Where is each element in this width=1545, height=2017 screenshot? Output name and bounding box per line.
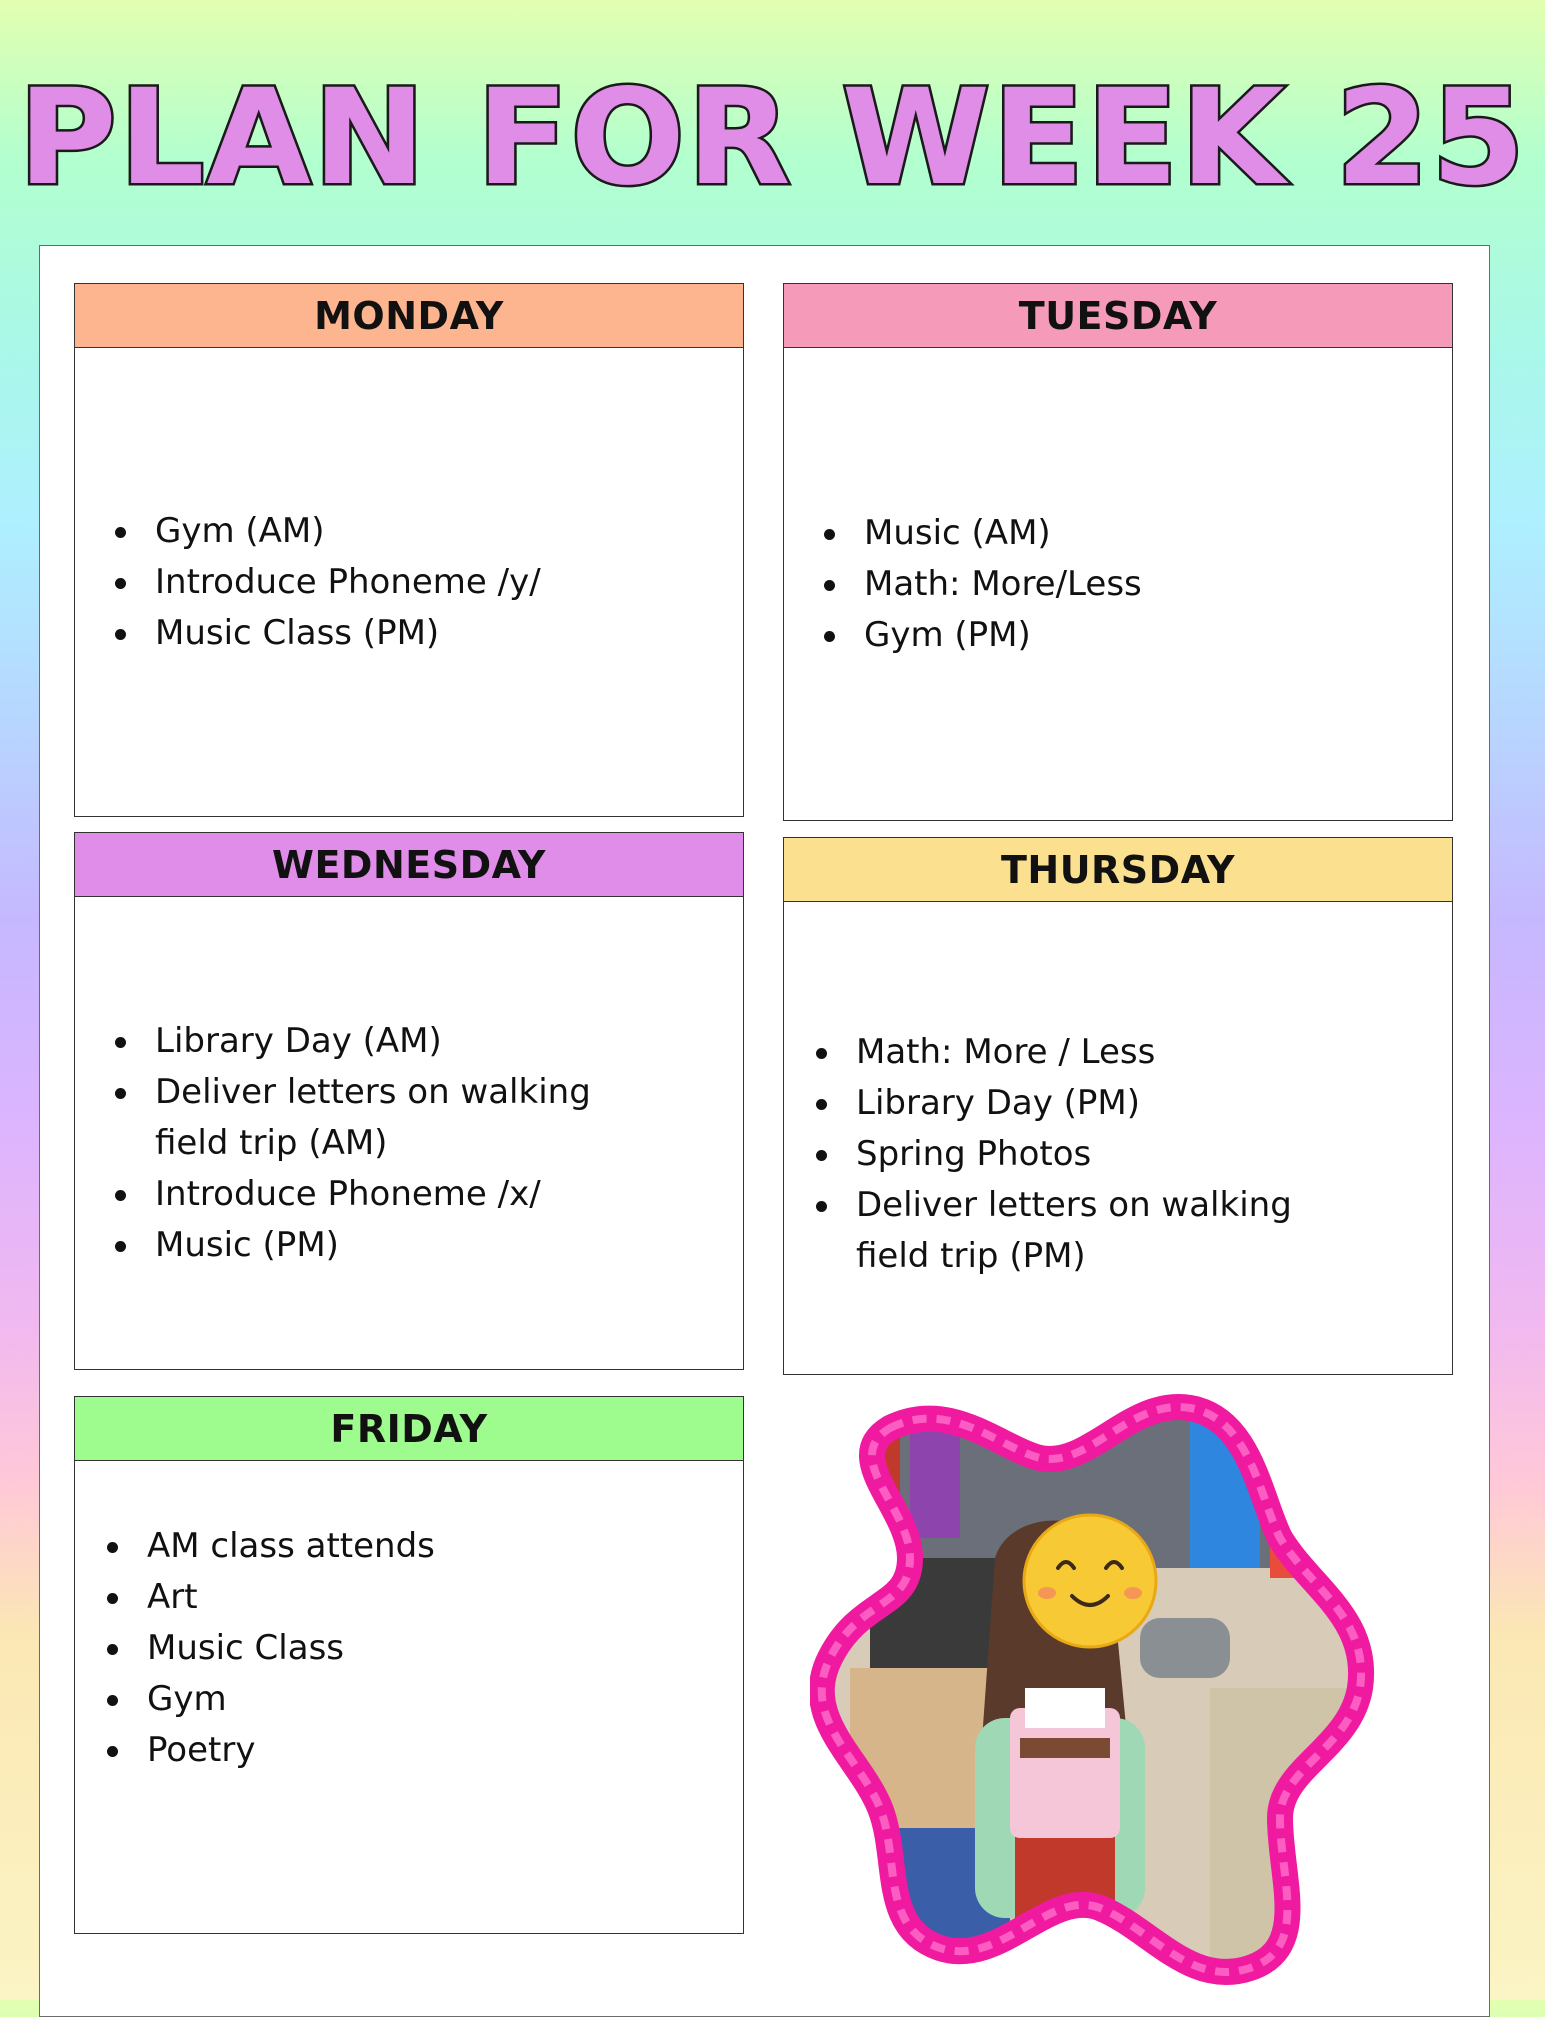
- list-item: Deliver letters on walking field trip (PM): [856, 1180, 1356, 1282]
- day-header-tuesday: TUESDAY: [784, 284, 1452, 348]
- list-item: Music (PM): [155, 1220, 655, 1271]
- list-item: Gym (AM): [155, 506, 541, 557]
- day-card-monday: [74, 283, 744, 817]
- day-header-monday: MONDAY: [75, 284, 743, 348]
- list-item: Math: More/Less: [864, 559, 1142, 610]
- list-item: Music (AM): [864, 508, 1142, 559]
- day-card-friday: [74, 1396, 744, 1934]
- list-item: Art: [147, 1572, 435, 1623]
- list-item: Poetry: [147, 1725, 435, 1776]
- day-header-friday: FRIDAY: [75, 1397, 743, 1461]
- list-item: Gym: [147, 1674, 435, 1725]
- list-item: Music Class (PM): [155, 608, 541, 659]
- list-item: Music Class: [147, 1623, 435, 1674]
- student-photo: [810, 1388, 1400, 1988]
- list-item: AM class attends: [147, 1521, 435, 1572]
- list-item: Introduce Phoneme /x/: [155, 1169, 655, 1220]
- list-item: Library Day (PM): [856, 1078, 1356, 1129]
- list-item: Math: More / Less: [856, 1027, 1356, 1078]
- task-list: [784, 508, 1142, 661]
- day-header-wednesday: WEDNESDAY: [75, 833, 743, 897]
- task-list: [75, 1521, 435, 1776]
- list-item: Introduce Phoneme /y/: [155, 557, 541, 608]
- task-list: [75, 1016, 655, 1271]
- photo-frame: [810, 1388, 1400, 1988]
- list-item: Spring Photos: [856, 1129, 1356, 1180]
- list-item: Library Day (AM): [155, 1016, 655, 1067]
- page-title: PLAN FOR WEEK 25: [18, 61, 1527, 215]
- day-header-thursday: THURSDAY: [784, 838, 1452, 902]
- day-card-thursday: [783, 837, 1453, 1375]
- smiley-face-icon: [1024, 1515, 1156, 1647]
- list-item: Gym (PM): [864, 610, 1142, 661]
- day-card-wednesday: [74, 832, 744, 1370]
- day-card-tuesday: [783, 283, 1453, 821]
- task-list: [784, 1027, 1356, 1282]
- list-item: Deliver letters on walking field trip (AM): [155, 1067, 655, 1169]
- task-list: [75, 506, 541, 659]
